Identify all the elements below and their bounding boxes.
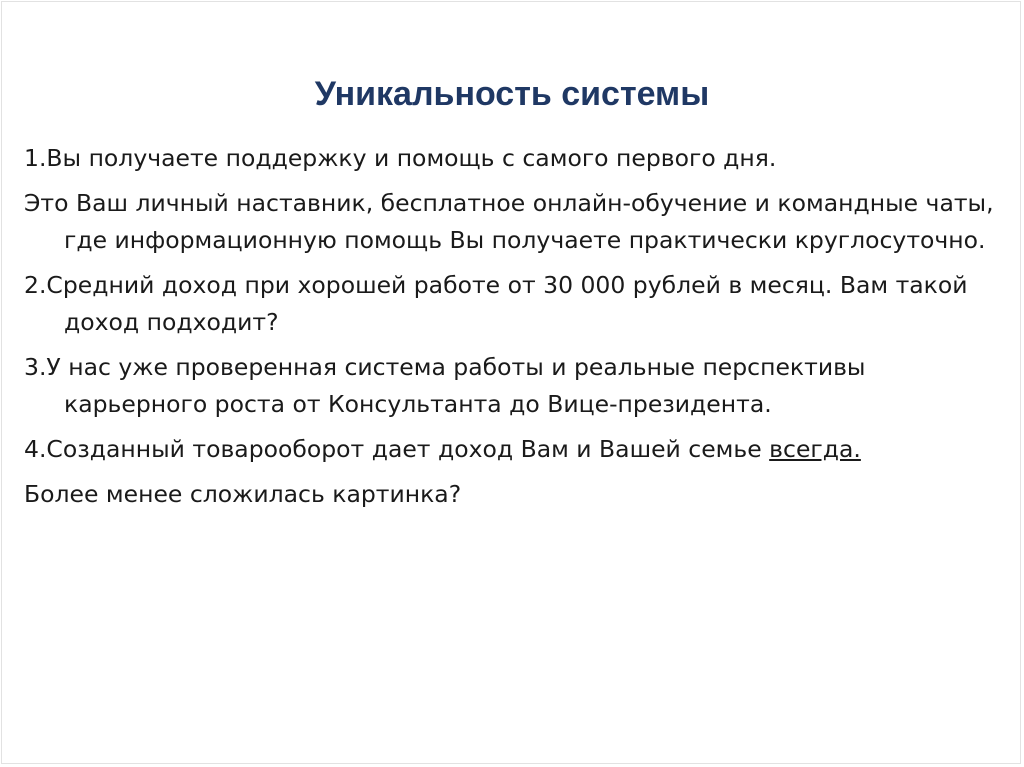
paragraph-support-text: 1.Вы получаете поддержку и помощь с самого первого дня. — [24, 144, 777, 172]
paragraph-income-text: 2.Средний доход при хорошей работе от 30 000 рублей в месяц. Вам такой доход подходит? — [24, 271, 968, 336]
paragraph-question — [24, 476, 1009, 513]
paragraph-turnover — [24, 431, 1009, 468]
slide-title: Уникальность системы — [314, 75, 710, 113]
paragraph-mentor — [24, 185, 1009, 259]
paragraph-career-text: 3.У нас уже проверенная система работы и реальные перспективы карьерного роста от Консультанта до Вице-президента. — [24, 353, 866, 418]
paragraph-turnover-text: 4.Созданный товарооборот дает доход Вам и Вашей семье — [24, 435, 770, 463]
slide-body — [24, 140, 1009, 521]
paragraph-question-text: Более менее сложилась картинка? — [24, 480, 462, 508]
paragraph-support — [24, 140, 1009, 177]
paragraph-career — [24, 349, 1009, 423]
paragraph-turnover-emphasis: всегда. — [769, 435, 861, 463]
paragraph-income — [24, 267, 1009, 341]
paragraph-mentor-text: Это Ваш личный наставник, бесплатное онлайн-обучение и командные чаты, где информационную помощь Вы получаете практически круглосуточно. — [24, 189, 994, 254]
